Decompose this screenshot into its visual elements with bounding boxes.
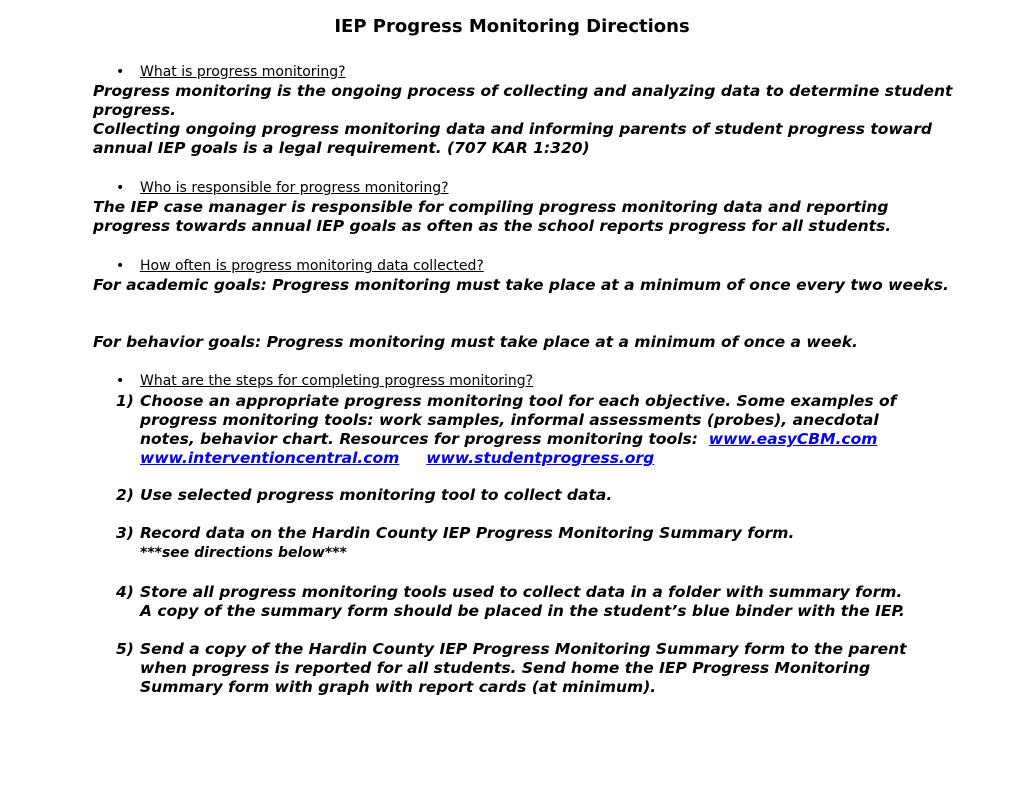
question-text: What is progress monitoring? [140, 64, 346, 80]
bullet: • [116, 258, 125, 274]
question-who-responsible [116, 180, 449, 196]
question-what-is [116, 64, 346, 80]
step-number: 1) [116, 392, 134, 410]
step-text: Send a copy of the Hardin County IEP Progress Monitoring Summary form to the parent when progress is reported for all students. Send home the IEP Progress Monitoring Summary form with graph with report cards (at minimum). [140, 640, 907, 696]
step-5 [116, 640, 916, 697]
step-text: Choose an appropriate progress monitoring tool for each objective. Some examples of progress monitoring tools: work samples, informal assessments (probes), anecdotal notes, behavior chart. Resources for progress monitoring tools: [140, 392, 897, 448]
step-text: Use selected progress monitoring tool to collect data. [140, 486, 613, 504]
bullet: • [116, 64, 125, 80]
bullet: • [116, 373, 125, 389]
step-number: 3) [116, 524, 134, 542]
paragraph-academic-goals: For academic goals: Progress monitoring must take place at a minimum of once every two weeks. [93, 276, 949, 294]
step-number: 2) [116, 486, 134, 504]
link-easycbm[interactable]: www.easyCBM.com [708, 430, 878, 448]
bullet: • [116, 180, 125, 196]
step-note: ***see directions below*** [140, 545, 347, 561]
step-body [140, 392, 916, 468]
step-1 [116, 392, 916, 468]
paragraph-behavior-goals: For behavior goals: Progress monitoring must take place at a minimum of once a week. [93, 333, 858, 351]
page-title: IEP Progress Monitoring Directions [334, 16, 690, 37]
question-how-often [116, 258, 484, 274]
question-steps [116, 373, 533, 389]
paragraph-definition: Progress monitoring is the ongoing process of collecting and analyzing data to determine student progress. [93, 82, 953, 119]
link-studentprogress[interactable]: www.studentprogress.org [426, 449, 655, 467]
link-interventioncentral[interactable]: www.interventioncentral.com [140, 449, 400, 467]
step-body [140, 524, 916, 563]
step-number: 5) [116, 640, 134, 658]
step-3 [116, 524, 916, 563]
step-text: Store all progress monitoring tools used to collect data in a folder with summary form. A copy of the summary form should be placed in the student’s blue binder with the IEP. [140, 583, 905, 620]
question-text: How often is progress monitoring data collected? [140, 258, 484, 274]
paragraph-case-manager: The IEP case manager is responsible for compiling progress monitoring data and reporting progress towards annual IEP goals as often as the school reports progress for all students. [93, 198, 892, 235]
step-2 [116, 486, 916, 505]
paragraph-legal: Collecting ongoing progress monitoring data and informing parents of student progress toward annual IEP goals is a legal requirement. (707 KAR 1:320) [93, 120, 932, 157]
step-number: 4) [116, 583, 134, 601]
question-text: Who is responsible for progress monitoring? [140, 180, 449, 196]
step-4 [116, 583, 916, 621]
question-text: What are the steps for completing progress monitoring? [140, 373, 534, 389]
step-text: Record data on the Hardin County IEP Progress Monitoring Summary form. [140, 524, 795, 542]
